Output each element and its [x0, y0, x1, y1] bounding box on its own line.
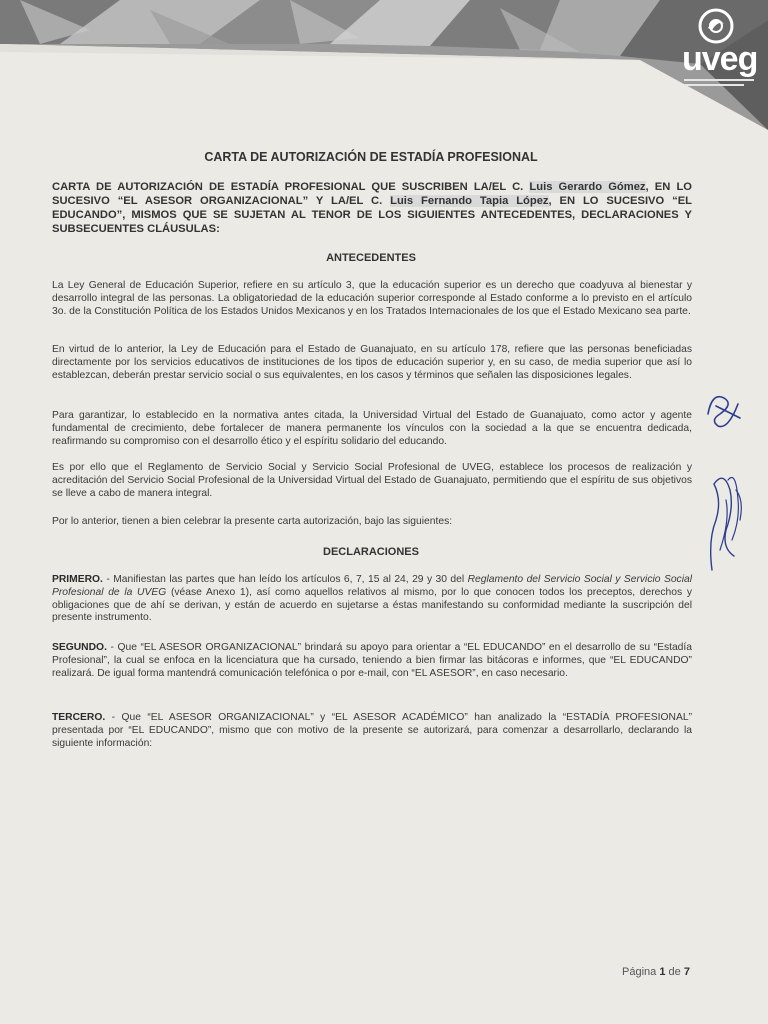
- reglamento-reference: Reglamento del Servicio Social y Servicio Social Profesional de la UVEG: [52, 574, 692, 598]
- page-current: 1: [659, 966, 666, 978]
- antecedentes-paragraph-1: La Ley General de Educación Superior, refiere en su artículo 3, que la educación superior es un derecho que coadyuva al bienestar y desarrollo integral de las personas. La obligatoriedad de la educación superior corresponde al Estado conforme a lo previsto en el artículo 3o. de la Constitución Política de los Estados Unidos Mexicanos y en los Tratados Internacionales de los que el Estado Mexicano sea parte.: [52, 280, 692, 317]
- antecedentes-paragraph-3: Para garantizar, lo establecido en la normativa antes citada, la Universidad Virtual del Estado de Guanajuato, como actor y agente fundamental de crecimiento, debe fortalecer de manera permanente los vínculos con la sociedad a la que se encuentra dedicada, reafirmando su compromiso con el desarrollo ético y el espíritu solidario del educando.: [52, 410, 692, 447]
- primero-text-b: (véase Anexo 1), así como aquellos relativos al mismo, por lo que conocen todos los preceptos, derechos y obligaciones que de ahí se derivan, y están de acuerdo en sujetarse a éstas manifestando su conformidad mediante la suscripción del presente instrumento.: [52, 586, 692, 624]
- declaraciones-heading: DECLARACIONES: [323, 546, 419, 558]
- page-of: de: [668, 966, 681, 978]
- page-word: Página: [622, 966, 657, 978]
- uveg-logo-text: uveg: [682, 40, 758, 78]
- intro-text-2: , EN LO SUCESIVO “EL ASESOR ORGANIZACIONAL” Y LA/EL C.: [52, 181, 692, 207]
- asesor-name: Luis Gerardo Gómez: [529, 181, 646, 193]
- header-banner: [0, 0, 768, 130]
- antecedentes-paragraph-5: Por lo anterior, tienen a bien celebrar la presente carta autorización, bajo las siguientes:: [52, 516, 453, 527]
- tercero-label: TERCERO.: [52, 712, 106, 723]
- intro-paragraph: [52, 180, 692, 236]
- logo-tagline-lines: [684, 78, 754, 88]
- declaracion-tercero: [52, 712, 692, 750]
- declaracion-segundo: [52, 642, 692, 680]
- tercero-text: - Que “EL ASESOR ORGANIZACIONAL” y “EL ASESOR ACADÉMICO” han analizado la “ESTADÍA PROFESIONAL” presentada por “EL EDUCANDO”, mismo que con motivo de la presente se autorizará, para comenzar a desarrollarlo, declarando la siguiente información:: [52, 712, 692, 749]
- antecedentes-paragraph-2: En virtud de lo anterior, la Ley de Educación para el Estado de Guanajuato, en su artículo 178, refiere que las personas beneficiadas directamente por los servicios educativos de instituciones de los tipos de educación superior y, en su caso, de media superior que así lo establezcan, deberán prestar servicio social o sus equivalentes, en los casos y términos que señalen las disposiciones legales.: [52, 344, 692, 381]
- document-title: CARTA DE AUTORIZACIÓN DE ESTADÍA PROFESIONAL: [204, 150, 538, 164]
- page-number: [622, 966, 690, 978]
- segundo-label: SEGUNDO.: [52, 642, 107, 653]
- margin-signature-initials: [698, 384, 748, 434]
- educando-name: Luis Fernando Tapia López: [390, 195, 549, 207]
- intro-text-3: , EN LO SUCESIVO “EL EDUCANDO”, MISMOS QUE SE SUJETAN AL TENOR DE LOS SIGUIENTES ANTECEDENTES, DECLARACIONES Y SUBSECUENTES CLÁUSULAS:: [52, 195, 693, 235]
- margin-signature-full: [700, 460, 750, 575]
- antecedentes-paragraph-4: Es por ello que el Reglamento de Servicio Social y Servicio Social Profesional de UVEG, establece los procesos de realización y acreditación del Servicio Social Profesional de la Universidad Virtual del Estado de Guanajuato, permitiendo que el espíritu de sus objetivos se lleve a cabo de manera integral.: [52, 462, 692, 499]
- intro-text-1: CARTA DE AUTORIZACIÓN DE ESTADÍA PROFESIONAL QUE SUSCRIBEN LA/EL C.: [52, 181, 530, 193]
- segundo-text: - Que “EL ASESOR ORGANIZACIONAL” brindará su apoyo para orientar a “EL EDUCANDO” en el desarrollo de su “Estadía Profesional”, la cual se enfoca en la licenciatura que ha cursado, teniendo a bien firmar las bitácoras e informes, que “EL EDUCANDO” realizará. De igual forma mantendrá comunicación telefónica o por e-mail, con “EL ASESOR”, en caso necesario.: [52, 642, 692, 679]
- antecedentes-heading: ANTECEDENTES: [326, 252, 416, 264]
- primero-text-a: - Manifiestan las partes que han leído los artículos 6, 7, 15 al 24, 29 y 30 del: [102, 574, 468, 585]
- declaracion-primero: [52, 574, 692, 625]
- primero-label: PRIMERO.: [52, 574, 103, 585]
- page-total: 7: [683, 966, 690, 978]
